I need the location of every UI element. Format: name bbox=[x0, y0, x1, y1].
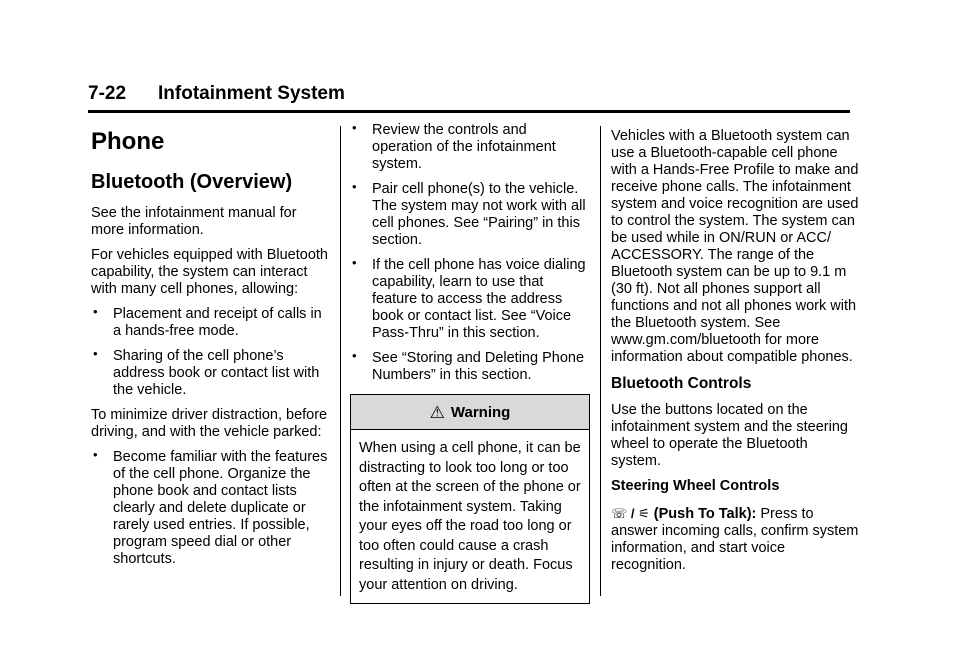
section-title: Infotainment System bbox=[158, 83, 345, 104]
bullet-icon: • bbox=[93, 447, 98, 462]
column-2 bbox=[350, 122, 590, 604]
page-number: 7-22 bbox=[88, 83, 127, 104]
warning-title: Warning bbox=[450, 403, 511, 421]
heading-bluetooth-overview: Bluetooth (Overview) bbox=[91, 171, 293, 193]
list-item bbox=[91, 449, 329, 568]
list-item bbox=[91, 348, 329, 399]
push-to-talk-description bbox=[611, 505, 861, 574]
column-1 bbox=[91, 122, 329, 576]
paragraph: Vehicles with a Bluetooth system can use a Bluetooth-capable cell phone with a Hands-Free Profile to make and receive phone calls. The infotainment system and voice recognition are used to control the system. The system can be used while in ON/RUN or ACC/ ACCESSORY. The range of the Bluetooth system can be up to 9.1 m (30 ft). Not all phones support all functions and not all phones work with the Bluetooth system. See www.gm.com/bluetooth for more information about compatible phones. bbox=[611, 128, 859, 365]
paragraph: See the infotainment manual for more information. bbox=[91, 205, 297, 238]
bullet-icon: • bbox=[352, 179, 357, 194]
list-item-text: Review the controls and operation of the infotainment system. bbox=[372, 122, 556, 172]
column-divider-2 bbox=[600, 126, 601, 596]
list-item-text: Pair cell phone(s) to the vehicle. The system may not work with all cell phones. See “Pairing” in this section. bbox=[372, 181, 586, 248]
paragraph: Use the buttons located on the infotainment system and the steering wheel to operate the Bluetooth system. bbox=[611, 402, 848, 469]
bullet-icon: • bbox=[352, 120, 357, 135]
bullet-icon: • bbox=[352, 348, 357, 363]
column-divider-1 bbox=[340, 126, 341, 596]
list-item-text: Placement and receipt of calls in a hands-free mode. bbox=[113, 306, 322, 339]
paragraph: To minimize driver distraction, before driving, and with the vehicle parked: bbox=[91, 407, 328, 440]
page-header bbox=[88, 82, 850, 113]
header-rule bbox=[88, 110, 850, 113]
push-to-talk-text: Press to answer incoming calls, confirm system information, and start voice recognition. bbox=[611, 506, 859, 573]
warning-icon: ⚠ bbox=[429, 402, 445, 422]
running-head bbox=[88, 82, 850, 106]
bullet-icon: • bbox=[93, 346, 98, 361]
push-to-talk-label: (Push To Talk): bbox=[653, 506, 757, 522]
list-item bbox=[91, 306, 329, 340]
list-item bbox=[350, 257, 590, 342]
heading-bluetooth-controls: Bluetooth Controls bbox=[611, 375, 752, 392]
heading-phone: Phone bbox=[91, 128, 165, 155]
bullet-list bbox=[350, 122, 590, 384]
warning-box bbox=[350, 394, 590, 604]
warning-body: When using a cell phone, it can be distracting to look too long or too often at the screen of the phone or the infotainment system. Taking your eyes off the road too long or too often could cause a crash resulting in injury or death. Focus your attention on driving. bbox=[359, 440, 581, 593]
list-item-text: See “Storing and Deleting Phone Numbers” in this section. bbox=[372, 350, 585, 383]
list-item bbox=[350, 350, 590, 384]
bullet-list bbox=[91, 449, 329, 568]
list-item bbox=[350, 181, 590, 249]
column-3 bbox=[611, 128, 861, 582]
list-item-text: Sharing of the cell phone’s address book or contact list with the vehicle. bbox=[113, 348, 320, 398]
subheading-steering-wheel-controls: Steering Wheel Controls bbox=[611, 478, 780, 494]
bullet-icon: • bbox=[352, 255, 357, 270]
list-item-text: If the cell phone has voice dialing capability, learn to use that feature to access the address book or contact list. See “Voice Pass-Thru” in this section. bbox=[372, 257, 586, 341]
paragraph: For vehicles equipped with Bluetooth capability, the system can interact with many cell phones, allowing: bbox=[91, 247, 328, 297]
bullet-list bbox=[91, 306, 329, 399]
list-item bbox=[350, 122, 590, 173]
warning-header bbox=[351, 395, 589, 430]
list-item-text: Become familiar with the features of the cell phone. Organize the phone book and contact lists clearly and delete duplicate or rarely used entries. If possible, program speed dial or other shortcuts. bbox=[113, 449, 328, 567]
push-to-talk-icon: ☏ / ⚟ bbox=[611, 506, 650, 521]
bullet-icon: • bbox=[93, 304, 98, 319]
